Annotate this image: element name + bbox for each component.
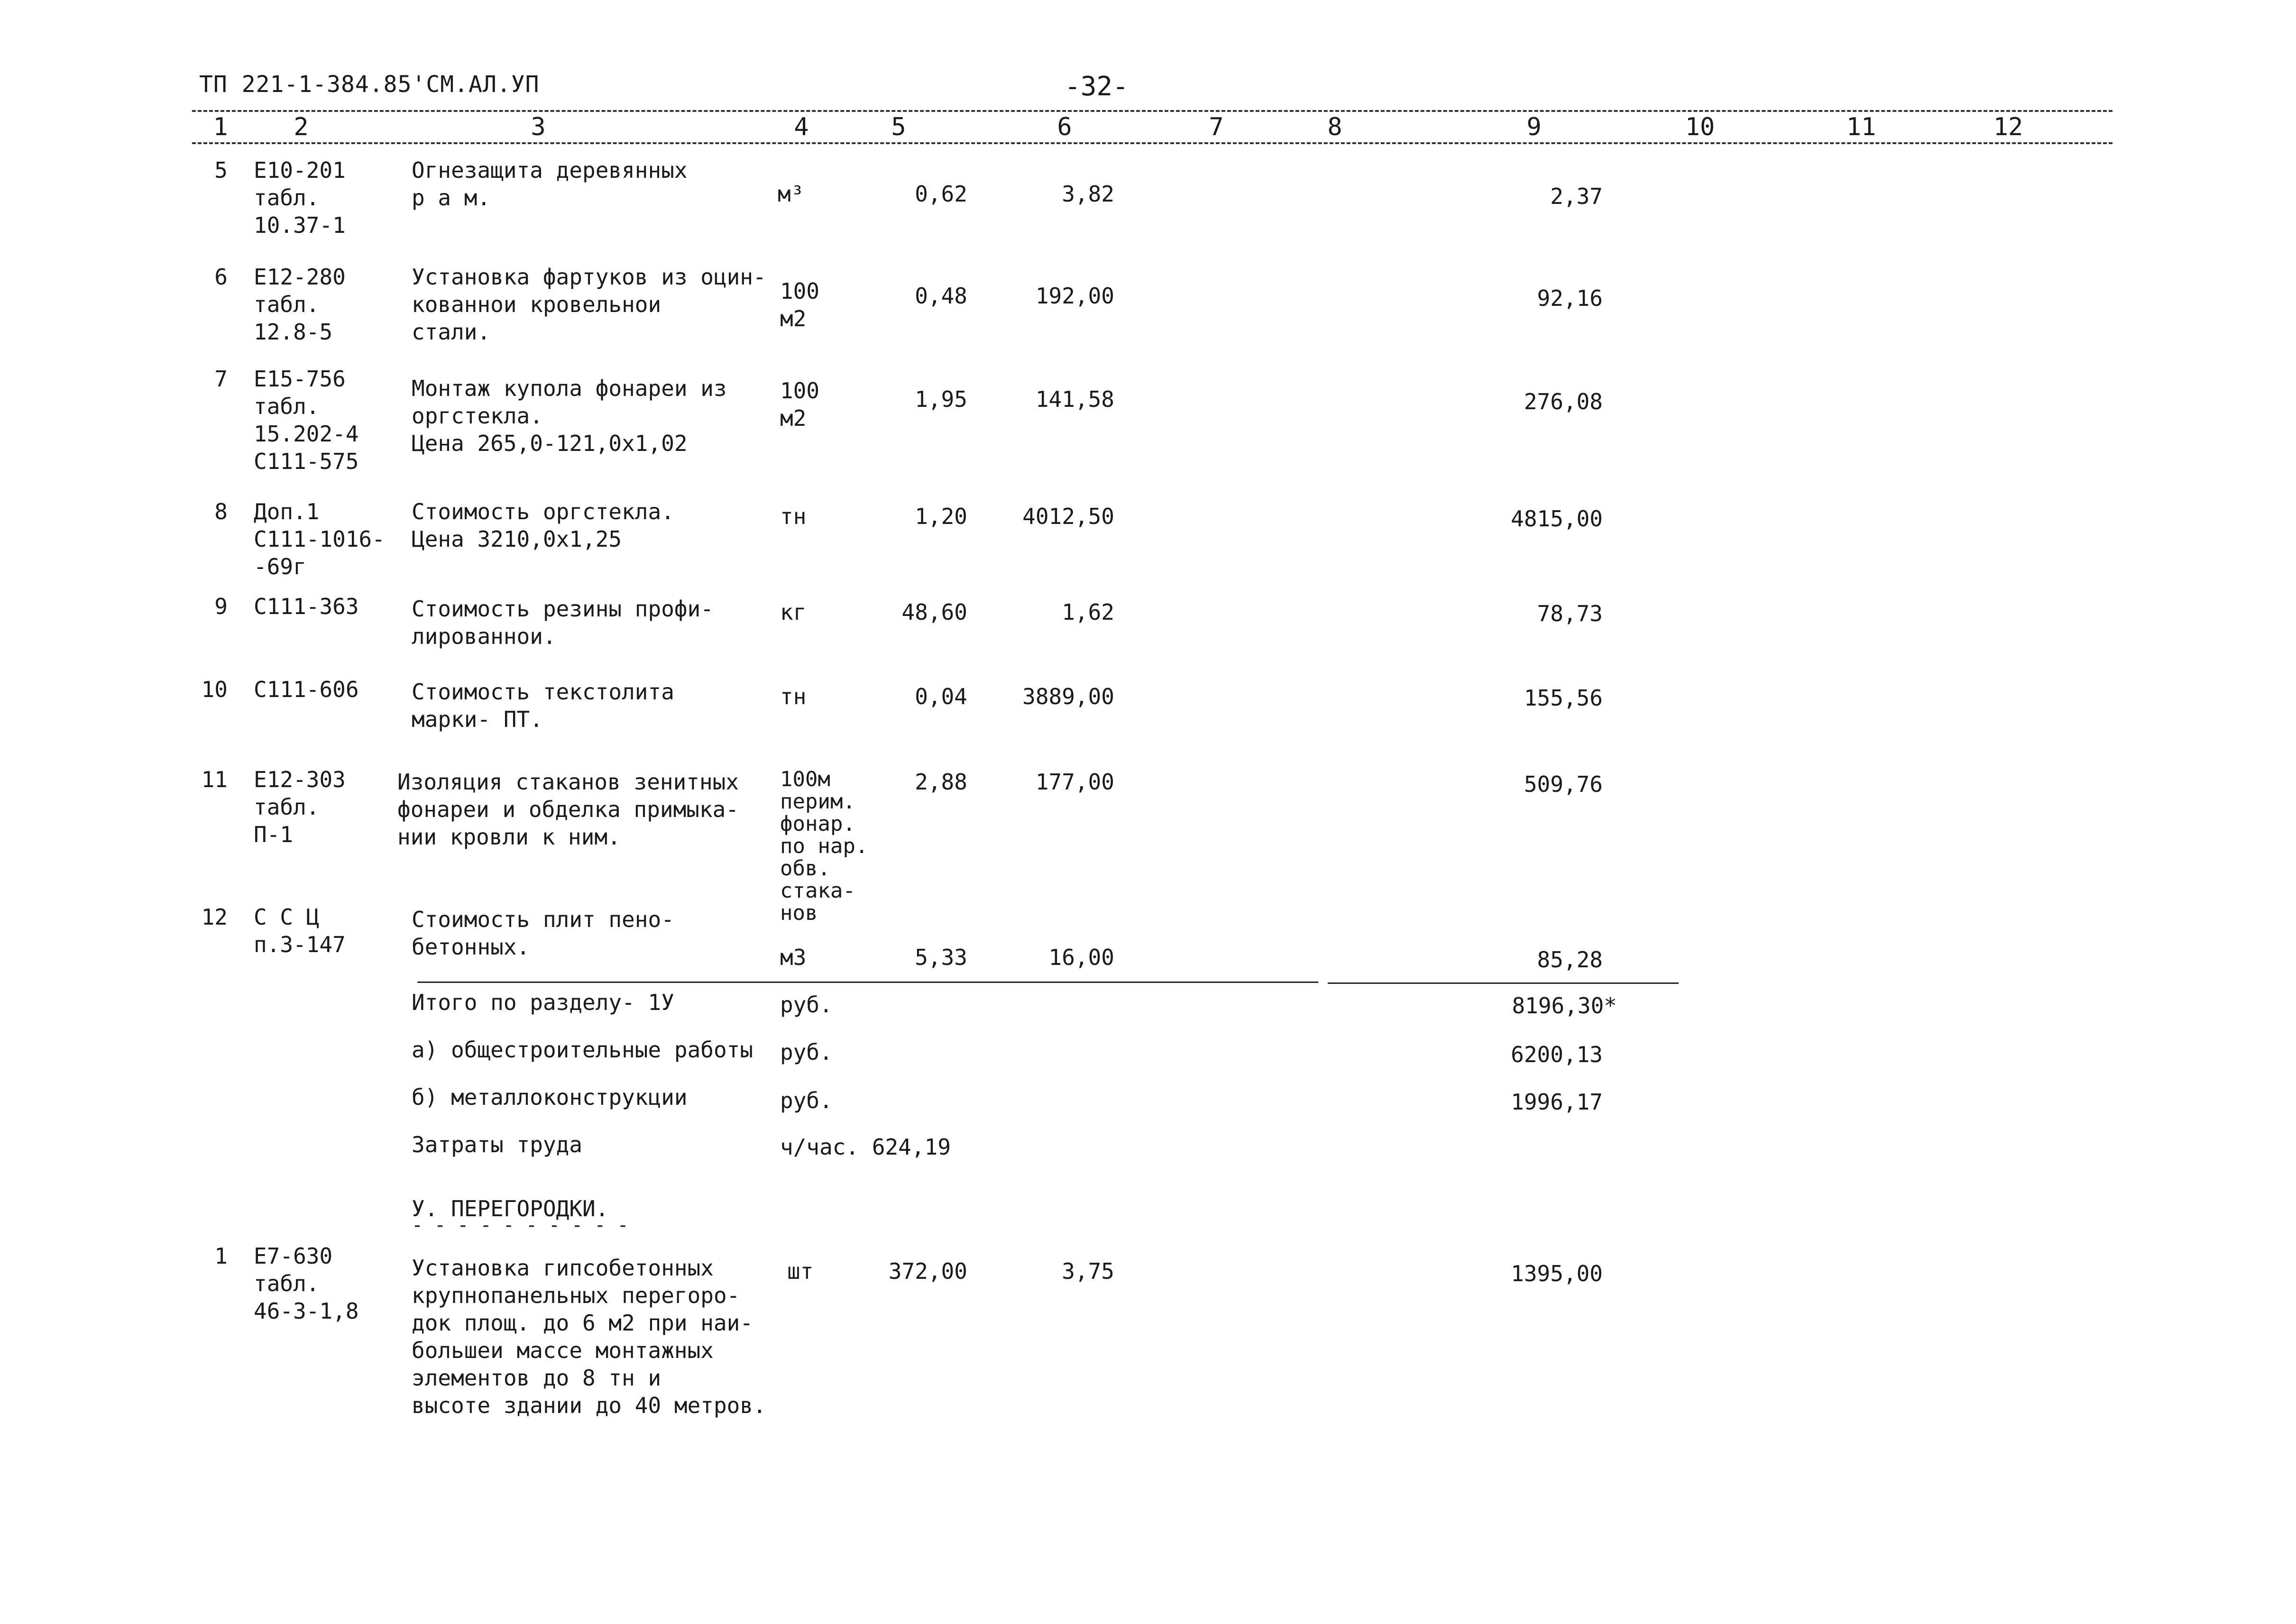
row-unit: 100 м2	[780, 278, 820, 331]
row-total: 92,16	[1537, 285, 1603, 311]
row-quantity: 1,95	[915, 386, 967, 412]
row-description: Установка гипсобетонных крупнопанельных перегоро- док площ. до 6 м2 при наи- большеи массе монтажных элементов до 8 тн и высоте здании до 40 метров.	[412, 1255, 766, 1418]
row-unit: м3	[780, 945, 807, 970]
total-rule	[417, 982, 1318, 983]
summary-value: 1996,17	[1511, 1089, 1603, 1115]
row-total: 2,37	[1550, 184, 1603, 209]
row-quantity: 372,00	[888, 1258, 967, 1284]
row-number: 8	[214, 499, 228, 524]
row-quantity: 48,60	[901, 599, 967, 625]
row-unit-price: 192,00	[1035, 283, 1114, 309]
header-top-rule	[192, 110, 2112, 112]
row-quantity: 2,88	[915, 769, 967, 795]
row-quantity: 5,33	[915, 945, 967, 970]
column-header-2: 2	[294, 113, 309, 141]
row-unit: 100м перим. фонар. по нар. обв. стака- нов	[780, 767, 868, 925]
column-header-11: 11	[1846, 113, 1876, 141]
row-unit-price: 4012,50	[1022, 504, 1114, 529]
row-description: Стоимость текстолита марки- ПТ.	[412, 679, 674, 732]
summary-value: 8196,30*	[1512, 993, 1617, 1018]
row-unit-price: 3889,00	[1022, 684, 1114, 709]
column-header-8: 8	[1327, 113, 1342, 141]
row-quantity: 0,62	[915, 181, 967, 207]
row-unit-price: 3,82	[1062, 181, 1114, 207]
section-title-underline: - - - - - - - - - -	[412, 1214, 629, 1236]
row-total: 509,76	[1524, 771, 1603, 797]
row-description: Стоимость оргстекла. Цена 3210,0х1,25	[412, 499, 674, 552]
summary-label: б) металлоконструкции	[412, 1084, 688, 1110]
summary-unit: руб.	[780, 992, 833, 1018]
row-description: Огнезащита деревянных р а м.	[412, 157, 688, 211]
summary-label: Итого по разделу- 1У	[412, 990, 674, 1015]
summary-unit: руб.	[780, 1088, 833, 1113]
column-header-5: 5	[891, 113, 906, 141]
row-code: Е10-201 табл. 10.37-1	[254, 157, 346, 238]
row-unit: тн	[780, 684, 807, 709]
row-description: Установка фартуков из оцин- кованнои кровельнои стали.	[412, 264, 766, 345]
row-description: Стоимость плит пено- бетонных.	[412, 907, 674, 960]
column-header-12: 12	[1993, 113, 2023, 141]
row-code: Е12-280 табл. 12.8-5	[254, 264, 346, 345]
row-unit-price: 16,00	[1048, 945, 1114, 970]
row-unit-price: 1,62	[1062, 599, 1114, 625]
row-unit-price: 177,00	[1035, 769, 1114, 795]
row-quantity: 0,04	[915, 684, 967, 709]
row-unit: 100 м2	[780, 378, 820, 431]
column-header-7: 7	[1209, 113, 1224, 141]
column-header-6: 6	[1057, 113, 1072, 141]
row-total: 85,28	[1537, 947, 1603, 973]
row-code: Е15-756 табл. 15.202-4 С111-575	[254, 366, 359, 474]
column-header-1: 1	[213, 113, 228, 141]
summary-unit: ч/час. 624,19	[780, 1134, 951, 1160]
row-code: Е7-630 табл. 46-3-1,8	[254, 1243, 359, 1324]
column-header-9: 9	[1526, 113, 1542, 141]
row-number: 1	[214, 1243, 228, 1269]
row-number: 6	[214, 264, 228, 290]
row-unit: тн	[780, 504, 807, 529]
row-description: Стоимость резины профи- лированнои.	[412, 596, 714, 649]
row-code: Е12-303 табл. П-1	[254, 767, 346, 847]
row-number: 7	[214, 366, 228, 392]
row-unit-price: 141,58	[1035, 386, 1114, 412]
row-code: С111-606	[254, 677, 359, 702]
row-total: 276,08	[1524, 389, 1603, 414]
row-number: 5	[214, 157, 228, 183]
row-quantity: 0,48	[915, 283, 967, 309]
summary-label: а) общестроительные работы	[412, 1037, 753, 1063]
page-number: -32-	[1065, 71, 1129, 102]
row-total: 1395,00	[1511, 1261, 1603, 1286]
document-code: ТП 221-1-384.85'СМ.АЛ.УП	[199, 71, 540, 98]
row-number: 9	[214, 594, 228, 619]
row-number: 12	[201, 904, 228, 930]
column-header-10: 10	[1685, 113, 1715, 141]
row-unit-price: 3,75	[1062, 1258, 1114, 1284]
row-total: 78,73	[1537, 601, 1603, 626]
row-quantity: 1,20	[915, 504, 967, 529]
section-title: У. ПЕРЕГОРОДКИ.	[412, 1196, 609, 1221]
summary-label: Затраты труда	[412, 1132, 583, 1157]
row-total: 4815,00	[1511, 506, 1603, 532]
total-rule	[1328, 982, 1679, 984]
column-header-4: 4	[794, 113, 809, 141]
row-unit: м³	[778, 181, 804, 207]
row-total: 155,56	[1524, 685, 1603, 711]
row-number: 10	[201, 677, 228, 702]
header-bottom-rule	[192, 142, 2112, 144]
row-description: Изоляция стаканов зенитных фонареи и обделка примыка- нии кровли к ним.	[397, 769, 739, 850]
row-description: Монтаж купола фонареи из оргстекла. Цена 265,0-121,0х1,02	[412, 376, 727, 456]
row-code: Доп.1 С111-1016- -69г	[254, 499, 385, 579]
row-code: С111-363	[254, 594, 359, 619]
row-number: 11	[201, 767, 228, 792]
row-unit: кг	[780, 599, 807, 625]
column-header-3: 3	[531, 113, 546, 141]
row-code: С С Ц п.3-147	[254, 904, 346, 957]
summary-value: 6200,13	[1511, 1042, 1603, 1067]
summary-unit: руб.	[780, 1039, 833, 1065]
row-unit: шт	[787, 1258, 814, 1284]
